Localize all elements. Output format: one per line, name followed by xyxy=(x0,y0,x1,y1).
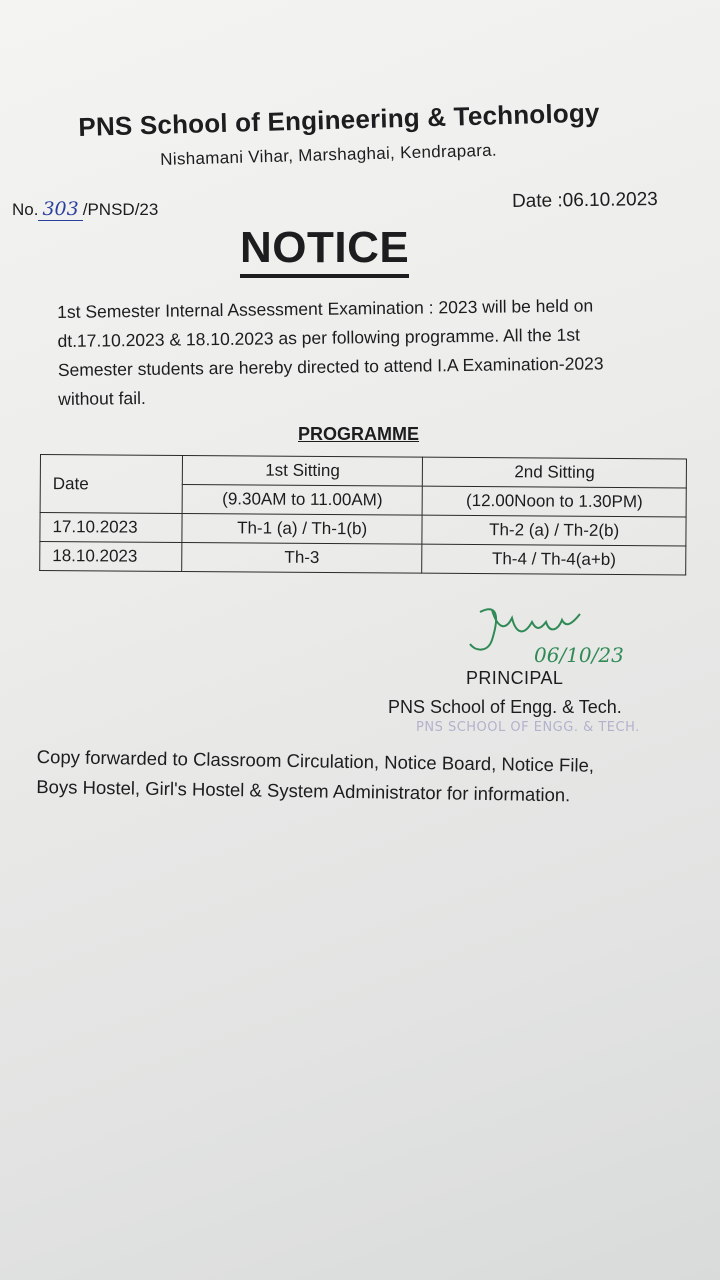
table-row xyxy=(40,513,686,547)
row-sitting1: Th-1 (a) / Th-1(b) xyxy=(182,513,423,544)
header-sitting2: 2nd Sitting xyxy=(423,457,687,488)
school-name: PNS School of Engineering & Technology xyxy=(78,97,601,142)
principal-designation: PRINCIPAL xyxy=(466,668,564,688)
header-sitting1: 1st Sitting xyxy=(182,455,423,486)
copy-line: Boys Hostel, Girl's Hostel & System Administrator for information. xyxy=(36,775,571,806)
reference-prefix: No. xyxy=(12,200,39,219)
principal-organization: PNS School of Engg. & Tech. xyxy=(388,697,622,717)
copy-line: Copy forwarded to Classroom Circulation, Notice Board, Notice File, xyxy=(36,745,595,776)
body-line: Semester students are hereby directed to attend I.A Examination-2023 xyxy=(57,353,604,380)
row-sitting2: Th-4 / Th-4(a+b) xyxy=(422,544,686,575)
notice-body xyxy=(57,290,698,414)
row-sitting2: Th-2 (a) / Th-2(b) xyxy=(422,515,686,546)
reference-number xyxy=(12,198,158,220)
row-date: 17.10.2023 xyxy=(40,513,182,543)
notice-date: Date :06.10.2023 xyxy=(511,188,658,213)
header-sitting1-time: (9.30AM to 11.00AM) xyxy=(182,484,423,515)
principal-signature xyxy=(462,600,682,670)
body-line: dt.17.10.2023 & 18.10.2023 as per following programme. All the 1st xyxy=(57,324,581,351)
header-date: Date xyxy=(40,455,182,514)
notice-title: NOTICE xyxy=(240,222,409,278)
reference-handwritten-number: 303 xyxy=(38,198,82,221)
reference-suffix: /PNSD/23 xyxy=(82,200,159,219)
programme-table xyxy=(39,454,687,576)
table-header-row xyxy=(40,455,686,489)
programme-title: PROGRAMME xyxy=(298,424,419,444)
row-sitting1: Th-3 xyxy=(182,542,423,573)
header-sitting2-time: (12.00Noon to 1.30PM) xyxy=(422,486,686,517)
stamp-line: PNS SCHOOL OF ENGG. & TECH. xyxy=(416,720,640,735)
copy-forwarded xyxy=(36,742,707,813)
table-row xyxy=(40,542,686,576)
school-address: Nishamani Vihar, Marshaghai, Kendrapara. xyxy=(160,140,498,169)
row-date: 18.10.2023 xyxy=(40,542,182,572)
body-line: without fail. xyxy=(58,387,146,409)
official-stamp xyxy=(416,720,640,736)
body-line: 1st Semester Internal Assessment Examination : 2023 will be held on xyxy=(57,295,594,322)
signature-date: 06/10/23 xyxy=(534,643,624,667)
